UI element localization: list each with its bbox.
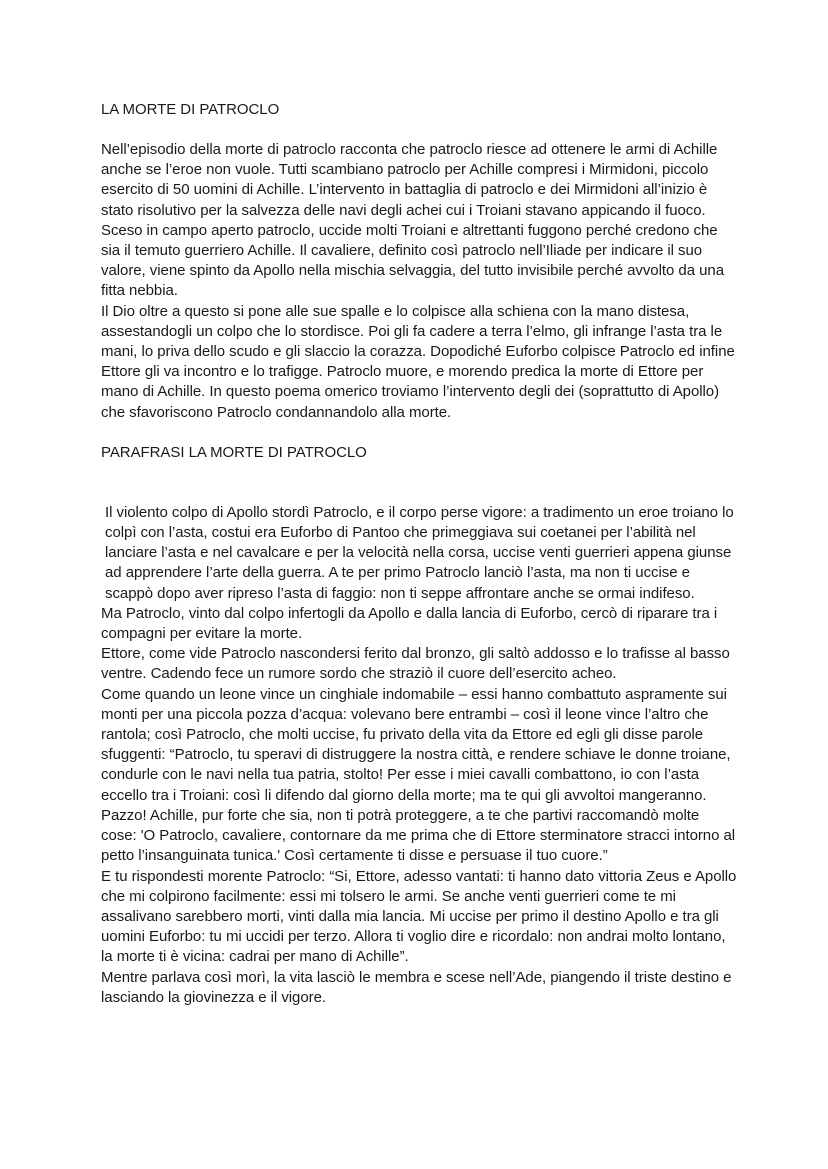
parafrasi-section xyxy=(101,503,737,1008)
parafrasi-paragraph: Mentre parlava così morì, la vita lasciò le membra e scese nell’Ade, piangendo il triste destino e lasciando la giovinezza e il vigore. xyxy=(101,968,732,1006)
section-subtitle: PARAFRASI LA MORTE DI PATROCLO xyxy=(101,443,367,461)
parafrasi-paragraph: Ma Patroclo, vinto dal colpo infertogli da Apollo e dalla lancia di Euforbo, cercò di riparare tra i compagni per evitare la morte. xyxy=(101,604,718,643)
parafrasi-paragraph: Il violento colpo di Apollo stordì Patroclo, e il corpo perse vigore: a tradimento un eroe troiano lo colpì con l’asta, costui era Euforbo di Pantoo che primeggiava sui coetanei per l’abilità nel lanciare l’asta e nel cavalcare e per la velocità nella corsa, uccise venti guerrieri appena giunse ad apprendere l’arte della guerra. A te per primo Patroclo lanciò l’asta, ma non ti uccise e scappò dopo aver ripreso l’asta di faggio: non ti seppe affrontare anche se ormai indifeso. xyxy=(105,503,734,602)
parafrasi-paragraph: Ettore, come vide Patroclo nascondersi ferito dal bronzo, gli saltò addosso e lo trafisse al basso ventre. Cadendo fece un rumore sordo che straziò il cuore dell’esercito acheo. xyxy=(101,645,730,683)
intro-section xyxy=(101,140,737,423)
intro-paragraph: Nell’episodio della morte di patroclo racconta che patroclo riesce ad ottenere le armi di Achille anche se l’eroe non vuole. Tutti scambiano patroclo per Achille compresi i Mirmidoni, piccolo esercito di 50 uomini di Achille. L’intervento in battaglia di patroclo e dei Mirmidoni all’inizio è stato risolutivo per la salvezza delle navi degli achei cui i Troiani stavano appicando il fuoco. Sceso in campo aperto patroclo, uccide molti Troiani e altrettanti fuggono perché credono che sia il temuto guerriero Achille. Il cavaliere, definito così patroclo nell’Iliade per indicare il suo valore, viene spinto da Apollo nella mischia selvaggia, del tutto invisibile perché avvolto da una fitta nebbia. xyxy=(101,141,724,300)
parafrasi-paragraph: E tu rispondesti morente Patroclo: “Si, Ettore, adesso vantati: ti hanno dato vittoria Zeus e Apollo che mi colpirono facilmente: essi mi tolsero le armi. Se anche venti guerrieri come te mi assalivano sarebbero morti, vinti dalla mia lancia. Mi uccise per primo il destino Apollo e tra gli uomini Euforbo: tu mi uccidi per terzo. Allora ti voglio dire e ricordalo: non andrai molto lontano, la morte ti è vicina: cadrai per mano di Achille”. xyxy=(101,867,737,966)
parafrasi-paragraph: Come quando un leone vince un cinghiale indomabile – essi hanno combattuto aspramente sui monti per una piccola pozza d’acqua: volevano bere entrambi – così il leone vince l’altro che rantola; così Patroclo, che molti uccise, fu privato della vita da Ettore ed egli gli disse parole sfuggenti: “Patroclo, tu speravi di distruggere la nostra città, e rendere schiave le donne troiane, condurle con le navi nella tua patria, stolto! Per esse i miei cavalli combattono, io con l’asta eccello tra i Troiani: così li difendo dal giorno della morte; ma te qui gli avvoltoi mangeranno. Pazzo! Achille, pur forte che sia, non ti potrà proteggere, a te che partivi raccomandò molte cose: 'O Patroclo, cavaliere, contornare da me prima che di Ettore sterminatore stracci intorno al petto l’insanguinata tunica.' Così certamente ti disse e persuase il tuo cuore.” xyxy=(101,685,736,865)
document-title: LA MORTE DI PATROCLO xyxy=(101,101,280,118)
intro-paragraph: Il Dio oltre a questo si pone alle sue spalle e lo colpisce alla schiena con la mano distesa, assestandogli un colpo che lo stordisce. Poi gli fa cadere a terra l’elmo, gli infrange l’asta tra le mani, lo priva dello scudo e gli slaccio la corazza. Dopodiché Euforbo colpisce Patroclo ed infine Ettore gli va incontro e lo trafigge. Patroclo muore, e morendo predica la morte di Ettore per mano di Achille. In questo poema omerico troviamo l’intervento degli dei (soprattutto di Apollo) che sfavoriscono Patroclo condannandolo alla morte. xyxy=(101,302,735,421)
document-body xyxy=(101,100,737,1008)
